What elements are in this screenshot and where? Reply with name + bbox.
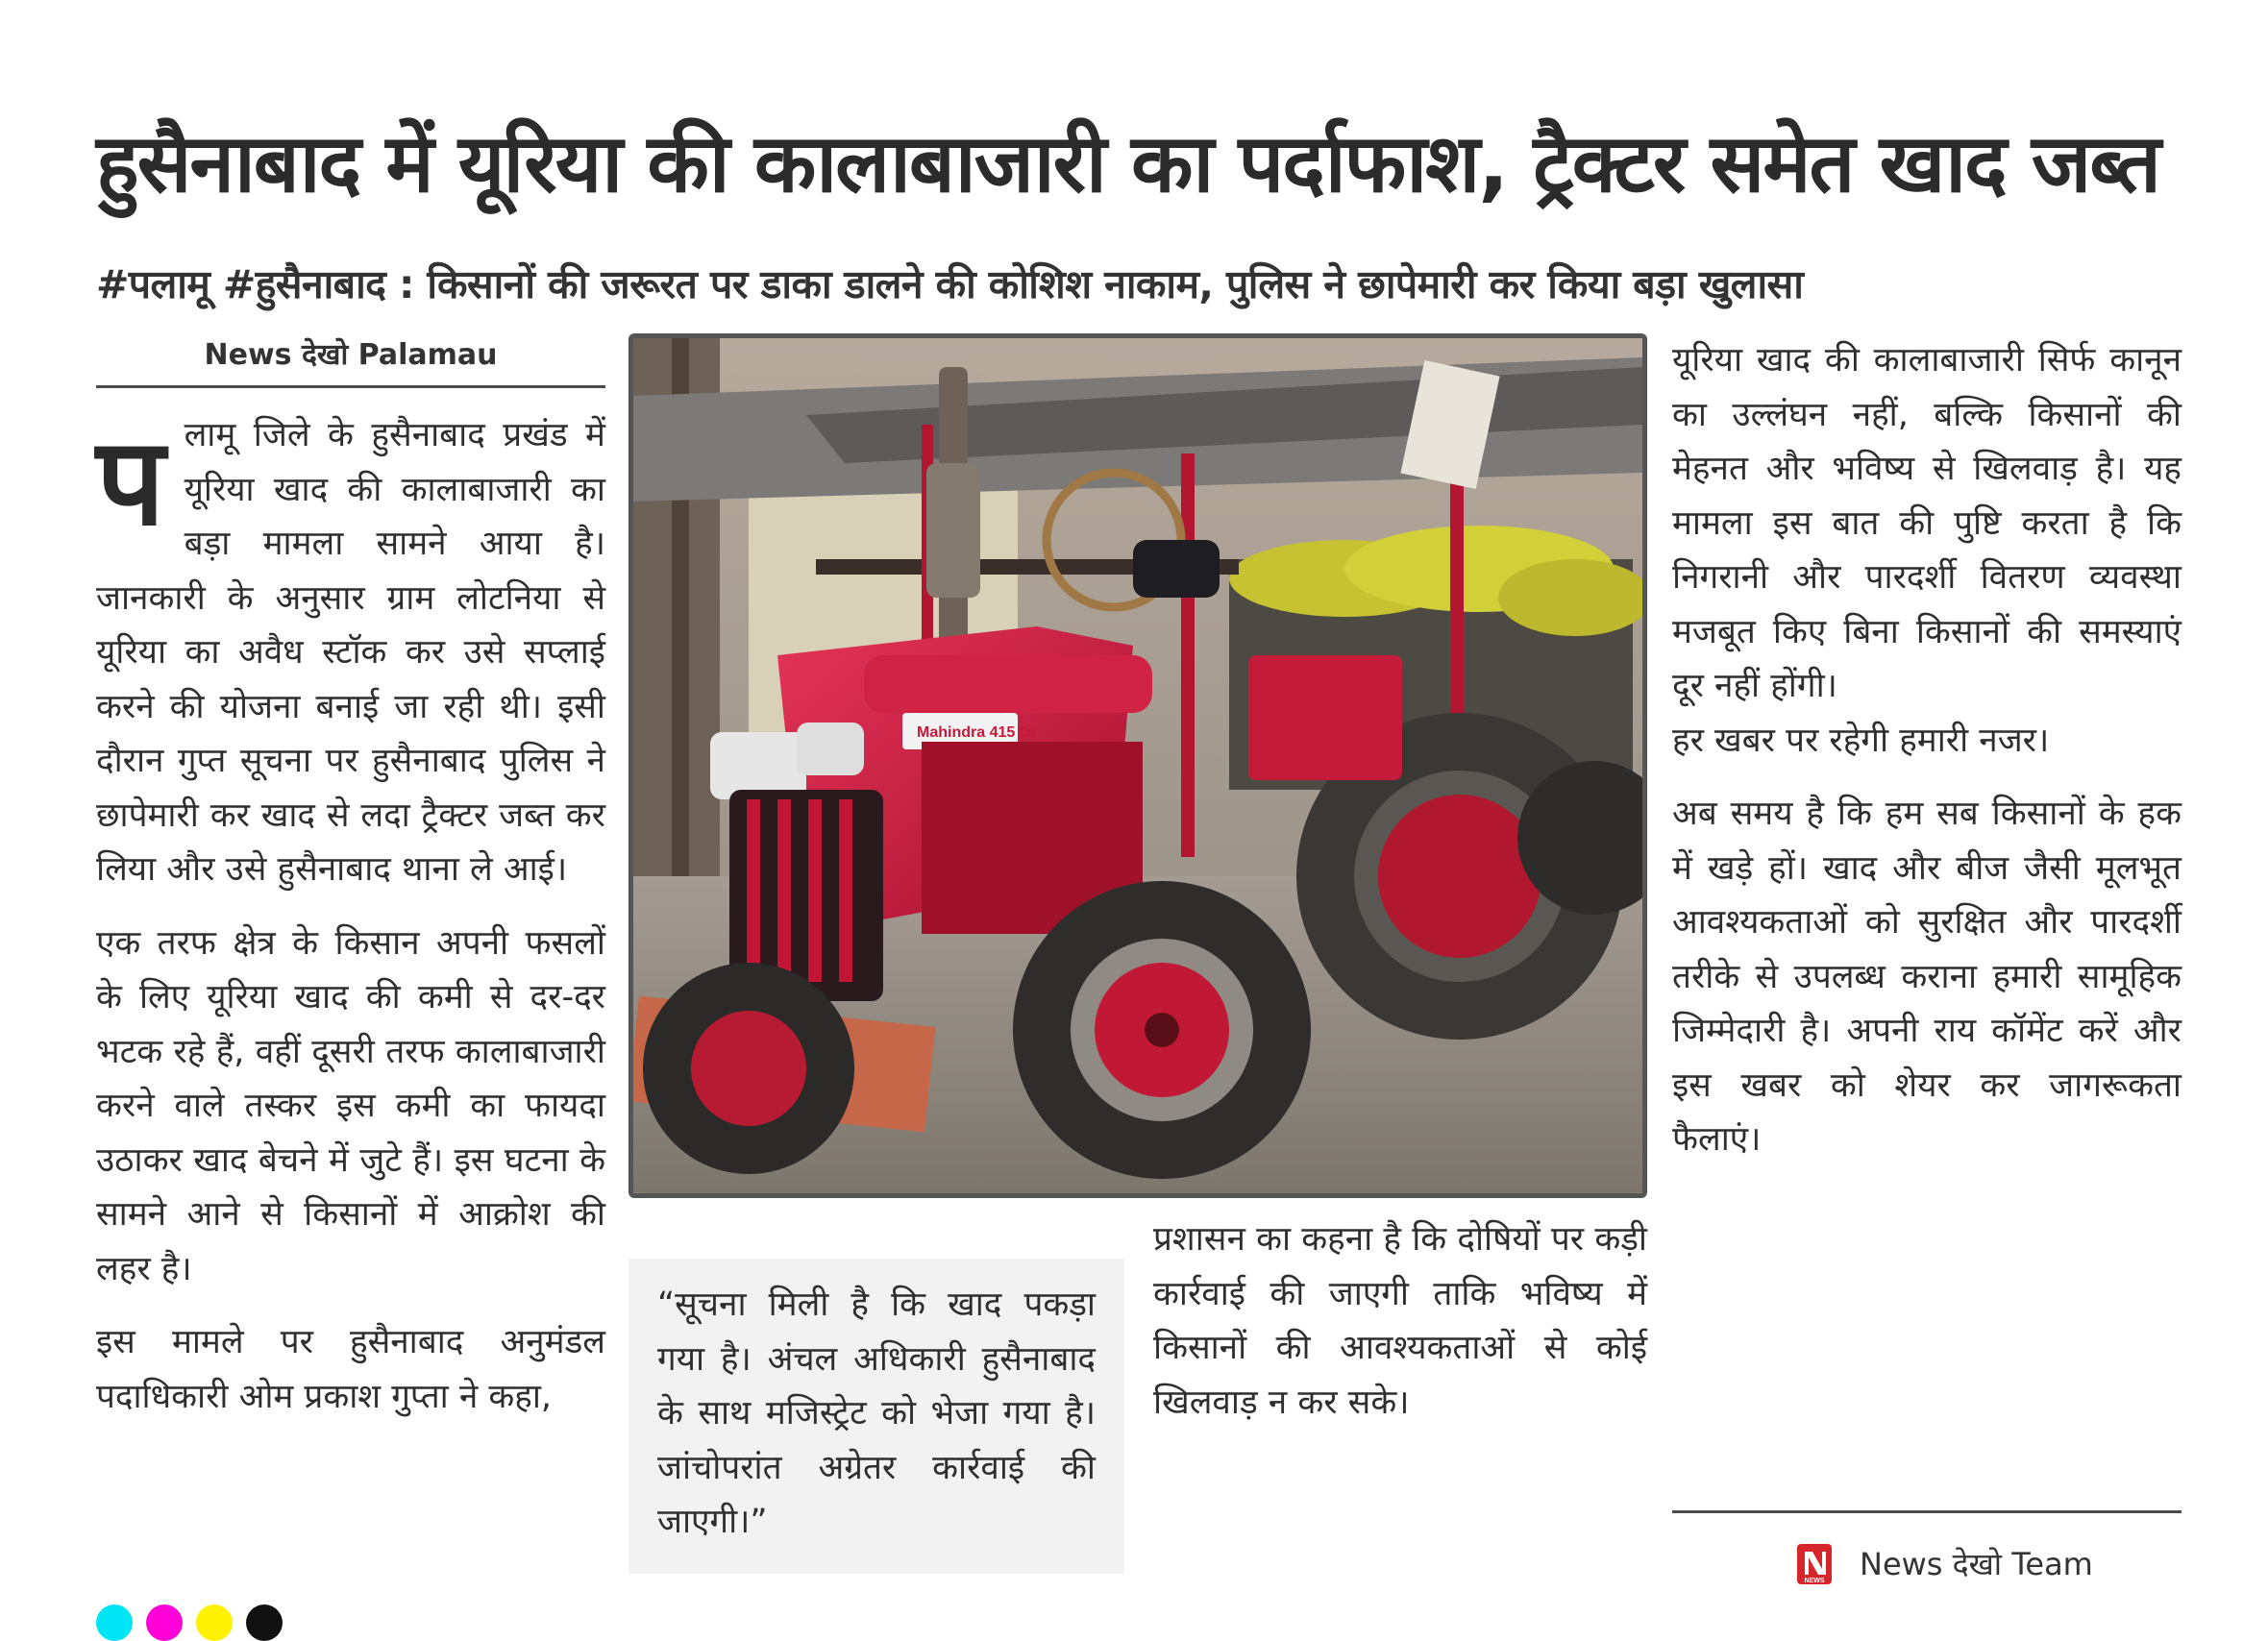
registration-marks [96,1604,283,1641]
paragraph-tagline: हर खबर पर रहेगी हमारी नजर। [1672,721,2050,760]
tractor-illustration [633,338,1642,1193]
footer-divider [1672,1510,2182,1513]
paragraph-official: इस मामले पर हुसैनाबाद अनुमंडल पदाधिकारी ओम प्रकाश गुप्ता ने कहा, [96,1323,605,1416]
logo-text: NEWS [1804,1578,1825,1584]
paragraph-farmers: एक तरफ क्षेत्र के किसान अपनी फसलों के लिए यूरिया खाद की कमी से दर-दर भटक रहे हैं, वहीं दूसरी तरफ कालाबाजारी करने वाले तस्कर इस कमी का फायदा उठाकर खाद बेचने में जुटे हैं। इस घटना के सामने आने से किसानों में आक्रोश की लहर है। [96,923,605,1288]
right-column [1672,333,2182,1187]
subheadline: #पलामू #हुसैनाबाद : किसानों की जरूरत पर डाका डालने की कोशिश नाकाम, पुलिस ने छापेमारी कर किया बड़ा खुलासा [96,261,1804,307]
left-column [96,408,605,1443]
paragraph-analysis: यूरिया खाद की कालाबाजारी सिर्फ कानून का उल्लंघन नहीं, बल्कि किसानों की मेहनत और भविष्य से खिलवाड़ है। यह मामला इस बात की पुष्टि करता है कि निगरानी और पारदर्शी वितरण व्यवस्था मजबूत किए बिना किसानों की समस्याएं दूर नहीं होंगी। [1672,341,2182,705]
tractor-photo [629,333,1647,1198]
yellow-mark [196,1604,233,1641]
pull-quote: “सूचना मिली है कि खाद पकड़ा गया है। अंचल अधिकारी हुसैनाबाद के साथ मजिस्ट्रेट को भेजा गया है। जांचोपरांत अग्रेतर कार्रवाई की जाएगी।” [629,1259,1124,1574]
magenta-mark [146,1604,183,1641]
byline-divider [96,385,605,388]
drop-cap: प [96,411,165,552]
headline: हुसैनाबाद में यूरिया की कालाबाजारी का पर्दाफाश, ट्रैक्टर समेत खाद जब्त [96,116,2159,210]
middle-column [1153,1212,1647,1449]
paragraph-call-to-action: अब समय है कि हम सब किसानों के हक में खड़े हों। खाद और बीज जैसी मूलभूत आवश्यकताओं को सुरक्षित और पारदर्शी तरीके से उपलब्ध कराना हमारी सामूहिक जिम्मेदारी है। अपनी राय कॉमेंट करें और इस खबर को शेयर कर जागरूकता फैलाएं। [1672,795,2182,1159]
tractor-badge: Mahindra 415 DI [917,724,1035,741]
byline: News देखो Palamau [204,338,498,372]
news-logo-icon [1795,1542,1834,1586]
paragraph-intro [96,408,605,897]
team-credit: News देखो Team [1860,1546,2093,1582]
paragraph-intro-text: लामू जिले के हुसैनाबाद प्रखंड में यूरिया खाद की कालाबाजारी का बड़ा मामला सामने आया है। जानकारी के अनुसार ग्राम लोटनिया से यूरिया का अवैध स्टॉक कर उसे सप्लाई करने की योजना बनाई जा रही थी। इसी दौरान गुप्त सूचना पर हुसैनाबाद पुलिस ने छापेमारी कर खाद से लदा ट्रैक्टर जब्त कर लिया और उसे हुसैनाबाद थाना ले आई। [96,416,605,889]
cyan-mark [96,1604,133,1641]
black-mark [246,1604,283,1641]
paragraph-administration: प्रशासन का कहना है कि दोषियों पर कड़ी कार्रवाई की जाएगी ताकि भविष्य में किसानों की आवश्यकताओं से कोई खिलवाड़ न कर सके। [1153,1220,1647,1422]
